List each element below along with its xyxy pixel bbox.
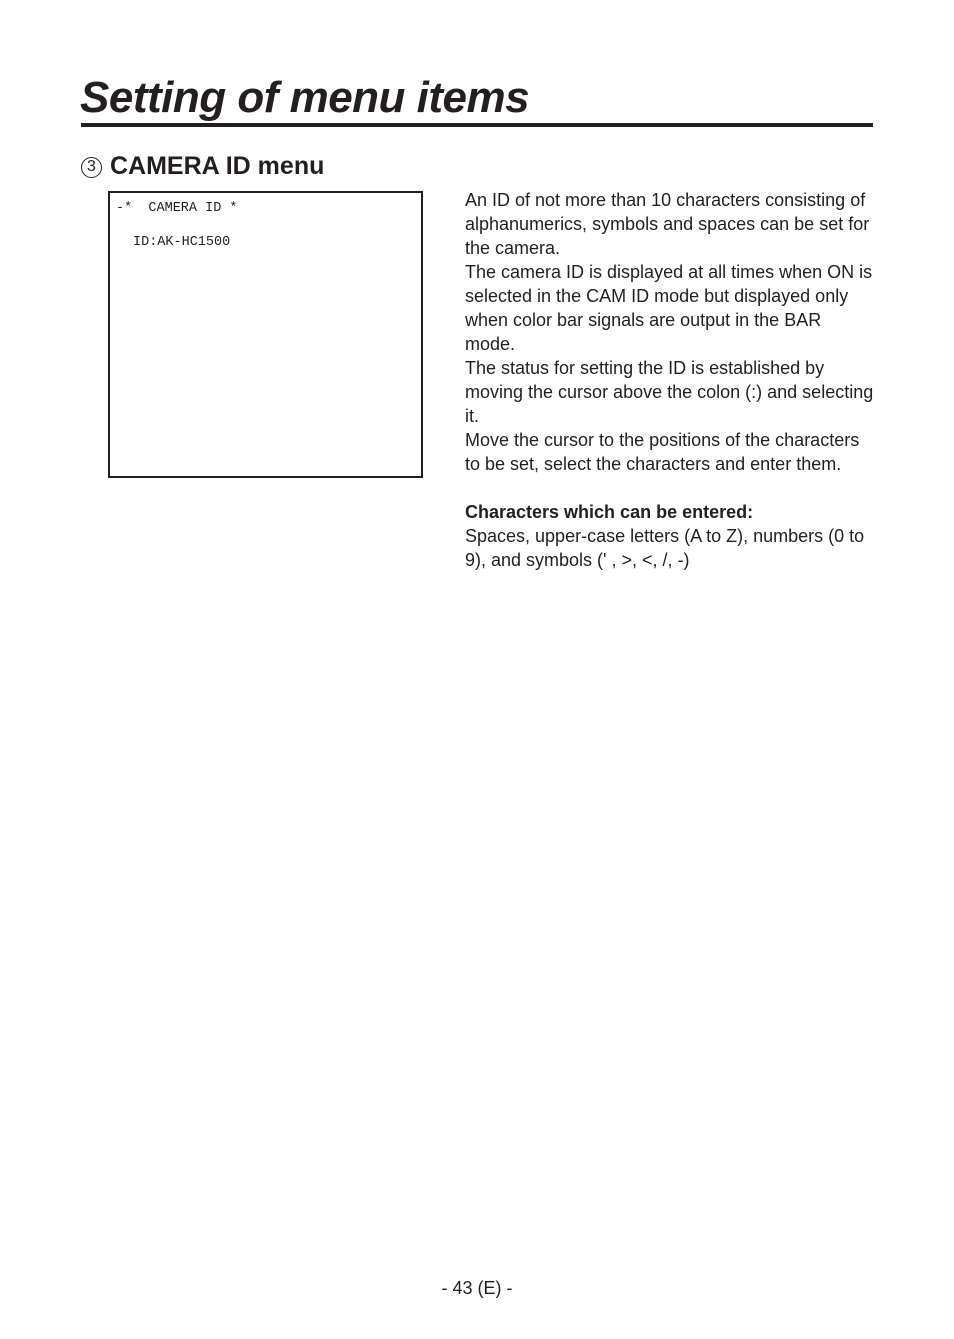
page-title: Setting of menu items (80, 73, 530, 122)
section-title: CAMERA ID menu (110, 152, 325, 180)
camera-id-menu-screen (108, 191, 423, 478)
title-divider (81, 123, 873, 127)
description-paragraph: Move the cursor to the positions of the characters to be set, select the characters and enter them. (465, 430, 860, 474)
section-heading (81, 150, 324, 182)
description-paragraph: An ID of not more than 10 characters consisting of alphanumerics, symbols and spaces can be set for the camera. (465, 190, 870, 258)
description-paragraph: The camera ID is displayed at all times when ON is selected in the CAM ID mode but displayed only when color bar signals are output in the BAR mode. (465, 262, 873, 354)
description-text (465, 188, 875, 572)
menu-screen-header: -* CAMERA ID * (116, 201, 238, 216)
menu-screen-id-value: ID:AK-HC1500 (133, 235, 231, 250)
allowed-characters-heading: Characters which can be entered: (465, 502, 754, 522)
section-number-badge: 3 (81, 157, 102, 178)
page-number: - 43 (E) - (441, 1278, 513, 1298)
description-paragraph: The status for setting the ID is established by moving the cursor above the colon (:) and selecting it. (465, 358, 874, 426)
allowed-characters-text: Spaces, upper-case letters (A to Z), numbers (0 to 9), and symbols (' , >, <, /, -) (465, 526, 865, 570)
